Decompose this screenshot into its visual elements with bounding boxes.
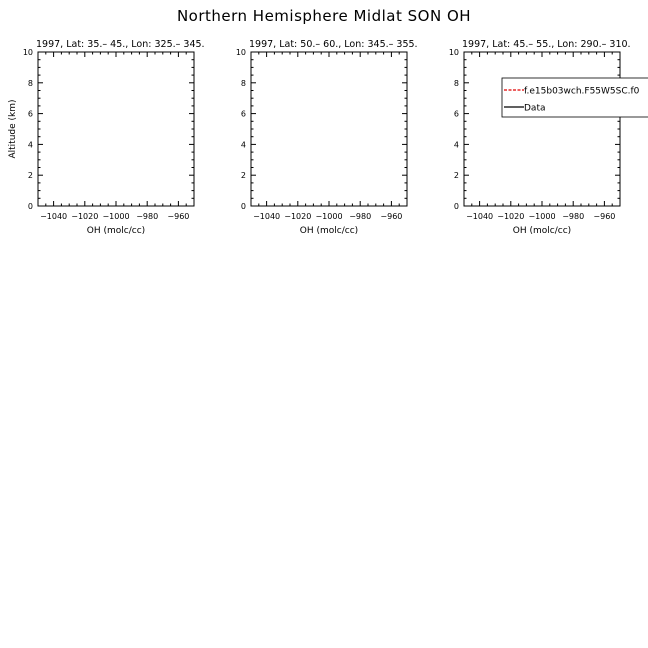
x-tick-label: −1020 (497, 212, 525, 221)
y-tick-label: 10 (235, 48, 246, 57)
x-axis-label: OH (molc/cc) (299, 226, 359, 236)
x-tick-label: −1020 (71, 212, 99, 221)
plot-frame (251, 52, 407, 206)
y-tick-label: 4 (240, 140, 246, 150)
y-tick-label: 2 (27, 171, 33, 181)
x-tick-label: −1000 (528, 212, 556, 221)
legend-label: f.e15b03wch.F55W5SC.f0 (524, 86, 640, 97)
y-tick-label: 2 (453, 171, 459, 181)
y-tick-label: 8 (453, 78, 459, 88)
panel-3 (449, 39, 648, 236)
x-tick-label: −1000 (315, 212, 343, 221)
plot-frame (464, 52, 620, 206)
panel-title: 1997, Lat: 45.– 55., Lon: 290.– 310. (462, 39, 631, 50)
y-tick-label: 4 (453, 140, 459, 150)
y-tick-label: 6 (453, 109, 459, 119)
x-tick-label: −960 (167, 212, 190, 221)
x-tick-label: −960 (593, 212, 616, 221)
legend-label: Data (524, 103, 546, 114)
x-axis-label: OH (molc/cc) (512, 226, 572, 236)
panel-2 (236, 39, 418, 236)
x-tick-label: −1000 (102, 212, 130, 221)
y-axis-label: Altitude (km) (8, 99, 18, 159)
y-tick-label: 4 (27, 140, 33, 150)
x-axis-label: OH (molc/cc) (86, 226, 146, 236)
y-tick-label: 0 (240, 202, 246, 211)
y-tick-label: 10 (22, 48, 33, 57)
x-tick-label: −980 (562, 212, 585, 221)
panel-1 (8, 39, 205, 236)
y-tick-label: 10 (448, 48, 459, 57)
y-tick-label: 0 (453, 202, 459, 211)
panel-title: 1997, Lat: 35.– 45., Lon: 325.– 345. (36, 39, 205, 50)
figure-title: Northern Hemisphere Midlat SON OH (176, 7, 472, 25)
y-tick-label: 2 (240, 171, 246, 181)
y-tick-label: 8 (27, 78, 33, 88)
plot-frame (38, 52, 194, 206)
x-tick-label: −1040 (466, 212, 494, 221)
y-tick-label: 6 (240, 109, 246, 119)
x-tick-label: −980 (349, 212, 372, 221)
x-tick-label: −1040 (253, 212, 281, 221)
x-tick-label: −980 (136, 212, 159, 221)
y-tick-label: 0 (27, 202, 33, 211)
y-tick-label: 6 (27, 109, 33, 119)
y-tick-label: 8 (240, 78, 246, 88)
x-tick-label: −1040 (40, 212, 68, 221)
panel-title: 1997, Lat: 50.– 60., Lon: 345.– 355. (249, 39, 418, 50)
x-tick-label: −960 (380, 212, 403, 221)
x-tick-label: −1020 (284, 212, 312, 221)
